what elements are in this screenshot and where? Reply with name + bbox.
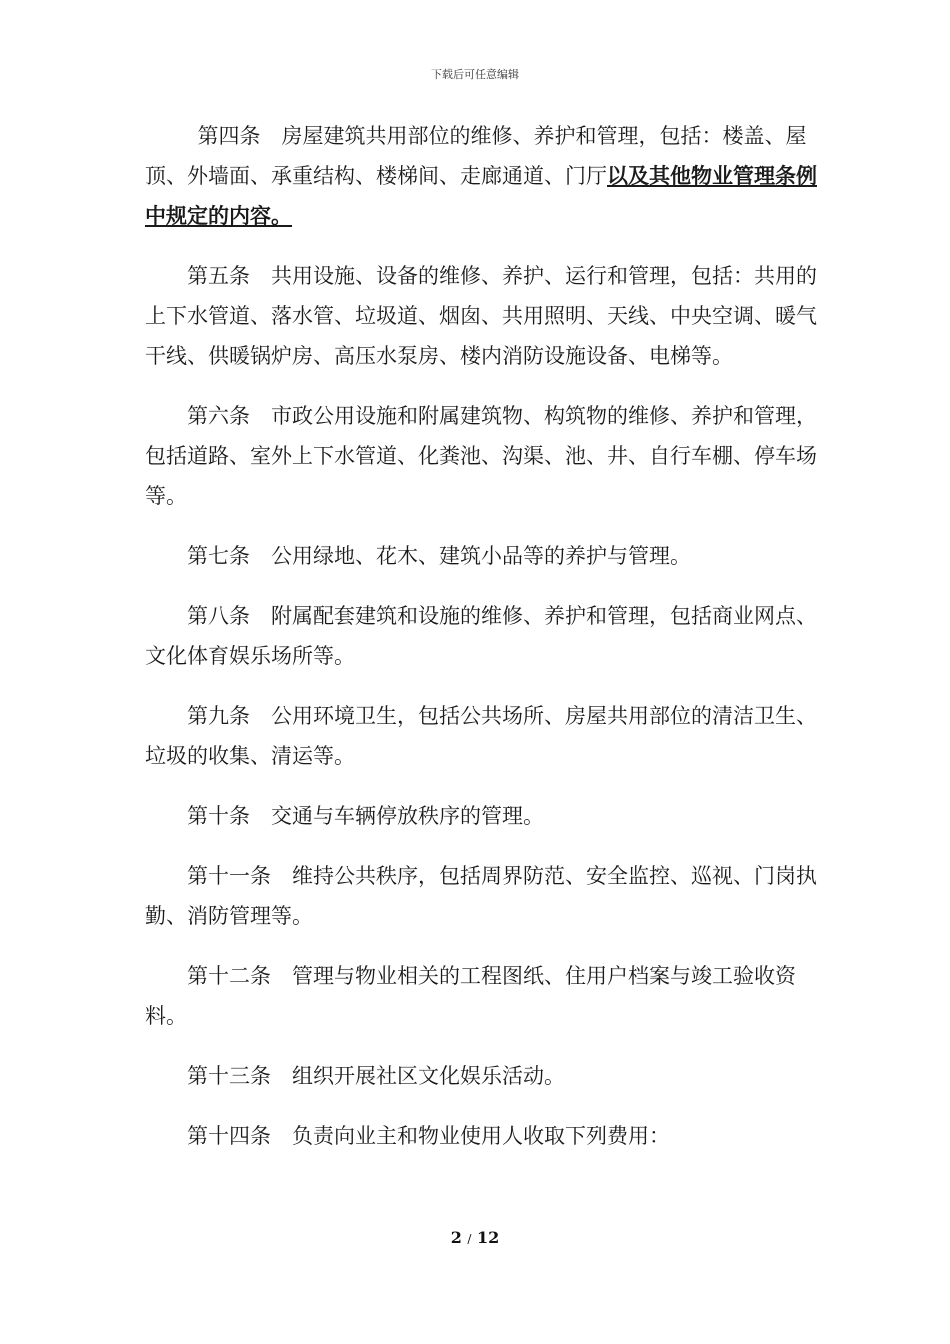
- article-8: [145, 596, 825, 676]
- article-text: 房屋建筑共用部位的维修、养护和管理，包括：楼盖、屋顶、外墙面、承重结构、楼梯间、走廊通道、门厅: [145, 124, 807, 188]
- article-6: [145, 396, 825, 516]
- article-emphasis: 以及其他物业管理条例中规定的内容。: [145, 163, 817, 228]
- article-4: [145, 116, 825, 236]
- article-text: 维持公共秩序，包括周界防范、安全监控、巡视、门岗执勤、消防管理等。: [145, 864, 817, 928]
- page-header: 下载后可任意编辑: [431, 68, 519, 81]
- article-text: 公用环境卫生，包括公共场所、房屋共用部位的清洁卫生、垃圾的收集、清运等。: [145, 704, 817, 768]
- article-label: 第十一条: [187, 864, 271, 888]
- article-label: 第五条: [187, 264, 250, 288]
- article-10: [145, 796, 825, 836]
- article-label: 第十四条: [187, 1124, 271, 1148]
- current-page: 2: [450, 1228, 462, 1247]
- article-text: 负责向业主和物业使用人收取下列费用：: [292, 1124, 670, 1148]
- article-label: 第七条: [187, 544, 250, 568]
- article-5: [145, 256, 825, 376]
- article-9: [145, 696, 825, 776]
- article-text: 组织开展社区文化娱乐活动。: [292, 1064, 565, 1088]
- document-body: [145, 116, 825, 1176]
- page-separator: /: [467, 1232, 472, 1246]
- article-label: 第四条: [197, 124, 261, 148]
- article-12: [145, 956, 825, 1036]
- article-text: 附属配套建筑和设施的维修、养护和管理，包括商业网点、文化体育娱乐场所等。: [145, 604, 817, 668]
- article-label: 第九条: [187, 704, 250, 728]
- article-label: 第十二条: [187, 964, 271, 988]
- article-13: [145, 1056, 825, 1096]
- article-text: 公用绿地、花木、建筑小品等的养护与管理。: [271, 544, 691, 568]
- article-text: 交通与车辆停放秩序的管理。: [271, 804, 544, 828]
- article-text: 管理与物业相关的工程图纸、住用户档案与竣工验收资料。: [145, 964, 796, 1028]
- article-label: 第十三条: [187, 1064, 271, 1088]
- article-label: 第八条: [187, 604, 250, 628]
- article-7: [145, 536, 825, 576]
- article-label: 第六条: [187, 404, 250, 428]
- article-14: [145, 1116, 825, 1156]
- article-text: 共用设施、设备的维修、养护、运行和管理，包括：共用的上下水管道、落水管、垃圾道、烟囱、共用照明、天线、中央空调、暖气干线、供暖锅炉房、高压水泵房、楼内消防设施设备、电梯等。: [145, 264, 817, 368]
- article-11: [145, 856, 825, 936]
- article-label: 第十条: [187, 804, 250, 828]
- total-pages: 12: [477, 1228, 500, 1247]
- article-text: 市政公用设施和附属建筑物、构筑物的维修、养护和管理，包括道路、室外上下水管道、化粪池、沟渠、池、井、自行车棚、停车场等。: [145, 404, 817, 508]
- page-number: [0, 1228, 950, 1247]
